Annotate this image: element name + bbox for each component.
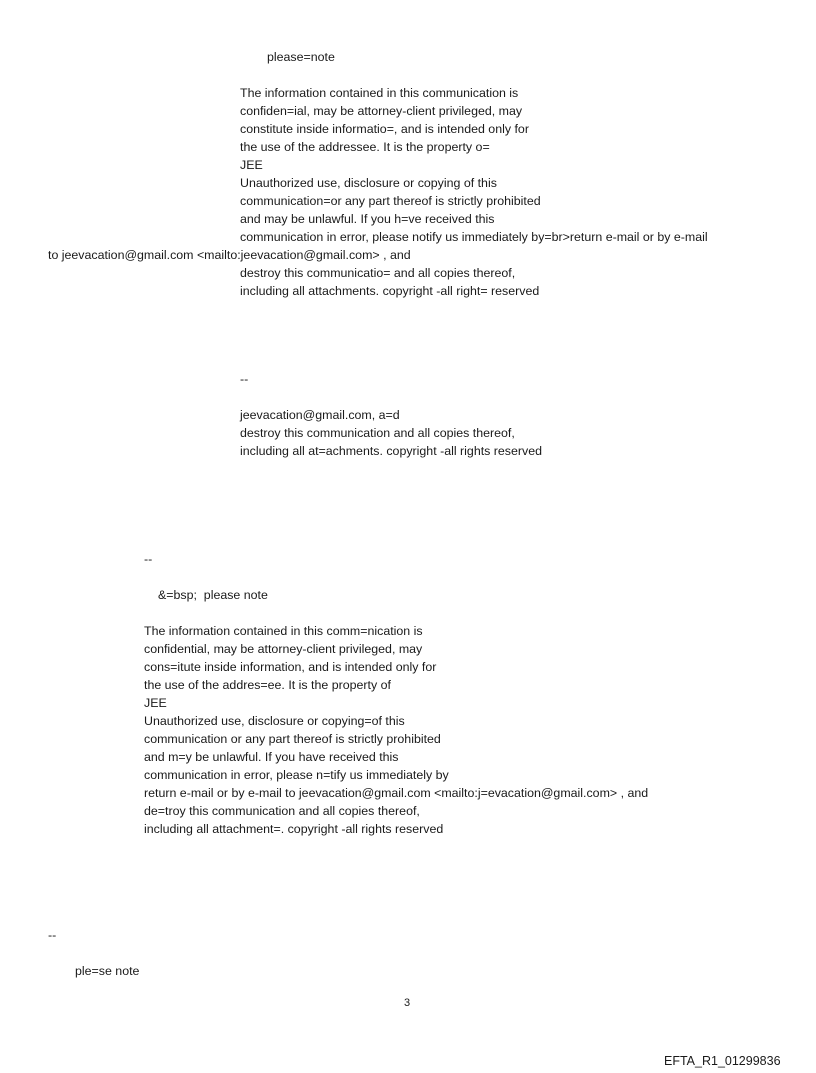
- section1-heading: please=note: [267, 50, 335, 64]
- section2-line: jeevacation@gmail.com, a=d: [240, 408, 400, 422]
- section3-line: Unauthorized use, disclosure or copying=of this: [144, 714, 405, 728]
- section3-heading: &=bsp; please note: [158, 588, 268, 602]
- section3-line: communication or any part thereof is strictly prohibited: [144, 732, 441, 746]
- section1-line: The information contained in this communication is: [240, 86, 519, 100]
- bates-number: EFTA_R1_01299836: [664, 1054, 781, 1068]
- section2-line: destroy this communication and all copies thereof,: [240, 426, 515, 440]
- section3-separator: --: [144, 552, 153, 566]
- section1-line: and may be unlawful. If you h=ve received this: [240, 212, 495, 226]
- section2-paragraph: [240, 406, 542, 460]
- section1-overflow-line: to jeevacation@gmail.com <mailto:jeevacation@gmail.com> , and: [48, 248, 411, 262]
- section1-paragraph: [240, 84, 708, 246]
- section1-paragraph-end: [240, 264, 539, 300]
- section3-line: The information contained in this comm=nication is: [144, 624, 423, 638]
- section3-line: JEE: [144, 696, 167, 710]
- section3-line: including all attachment=. copyright -all rights reserved: [144, 822, 444, 836]
- section3-line: the use of the addres=ee. It is the property of: [144, 678, 391, 692]
- section2-line: including all at=achments. copyright -all rights reserved: [240, 444, 542, 458]
- section1-line: JEE: [240, 158, 263, 172]
- section2-separator: --: [240, 372, 249, 386]
- section1-line: constitute inside informatio=, and is intended only for: [240, 122, 529, 136]
- section1-line: communication=or any part thereof is strictly prohibited: [240, 194, 541, 208]
- section1-line: the use of the addressee. It is the property o=: [240, 140, 490, 154]
- section1-line: Unauthorized use, disclosure or copying of this: [240, 176, 497, 190]
- section3-line: and m=y be unlawful. If you have received this: [144, 750, 399, 764]
- section3-line: cons=itute inside information, and is intended only for: [144, 660, 437, 674]
- section3-line: de=troy this communication and all copies thereof,: [144, 804, 420, 818]
- section1-line: including all attachments. copyright -all right= reserved: [240, 284, 540, 298]
- section3-line: confidential, may be attorney-client privileged, may: [144, 642, 423, 656]
- section1-line: confiden=ial, may be attorney-client privileged, may: [240, 104, 523, 118]
- section3-line: return e-mail or by e-mail to jeevacation@gmail.com <mailto:j=evacation@gmail.com> , and: [144, 786, 649, 800]
- section1-line: communication in error, please notify us immediately by=br>return e-mail or by e-mail: [240, 230, 708, 244]
- page-number: 3: [404, 997, 411, 1009]
- section4-heading: ple=se note: [75, 964, 140, 978]
- section3-paragraph: [144, 622, 648, 838]
- section1-line: destroy this communicatio= and all copies thereof,: [240, 266, 516, 280]
- section4-separator: --: [48, 928, 57, 942]
- section3-line: communication in error, please n=tify us immediately by: [144, 768, 449, 782]
